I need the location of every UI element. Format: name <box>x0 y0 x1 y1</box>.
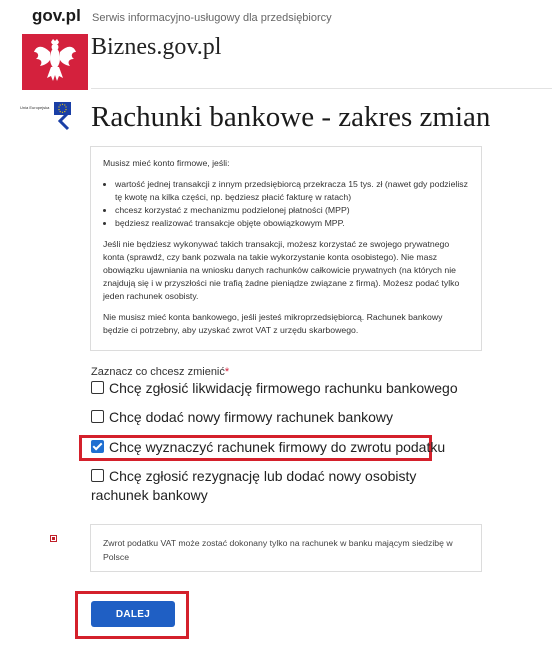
page-title: Rachunki bankowe - zakres zmian <box>91 101 491 133</box>
header-divider <box>91 88 552 89</box>
vat-note-box <box>90 524 482 572</box>
next-button[interactable]: DALEJ <box>91 601 175 627</box>
back-chevron-icon[interactable] <box>56 111 70 136</box>
option-close-business-account[interactable] <box>91 379 458 398</box>
info-box <box>90 146 482 351</box>
option-label: Chcę zgłosić likwidację firmowego rachunku bankowego <box>109 380 458 396</box>
site-tagline: Serwis informacyjno-usługowy dla przedsiębiorcy <box>92 12 332 24</box>
eu-label: Unia Europejska <box>20 105 50 110</box>
checkbox-close-business-account[interactable] <box>91 381 104 394</box>
option-add-business-account[interactable] <box>91 408 393 427</box>
group-label-text: Zaznacz co chcesz zmienić <box>91 366 225 378</box>
info-bullet: • będziesz realizować transakcje objęte obowiązkowym MPP. <box>115 217 469 230</box>
info-intro: Musisz mieć konto firmowe, jeśli: <box>103 158 230 168</box>
checkbox-add-business-account[interactable] <box>91 410 104 423</box>
govpl-logo[interactable]: gov.pl <box>32 6 81 25</box>
option-label: Chcę dodać nowy firmowy rachunek bankowy <box>109 409 394 425</box>
info-bullet: • chcesz korzystać z mechanizmu podzielonej płatności (MPP) <box>115 204 469 217</box>
polish-eagle-emblem-icon <box>22 34 88 90</box>
option-personal-account[interactable] <box>91 467 451 505</box>
brand-name[interactable]: Biznes.gov.pl <box>91 34 222 60</box>
checkbox-personal-account[interactable] <box>91 469 104 482</box>
option-label: Chcę zgłosić rezygnację lub dodać nowy osobisty rachunek bankowy <box>91 468 417 503</box>
info-paragraph: Nie musisz mieć konta bankowego, jeśli jesteś mikroprzedsiębiorcą. Rachunek bankowy będzie ci potrzebny, aby uzyskać zwrot VAT z urzędu skarbowego. <box>103 312 443 335</box>
required-asterisk: * <box>224 366 230 378</box>
marker-icon <box>50 535 57 542</box>
info-paragraph: Jeśli nie będziesz wykonywać takich transakcji, możesz korzystać ze swojego prywatnego konta (sprawdź, czy bank pozwala na takie wykorzystanie konta osobistego). Nie masz obowiązku ujawniania na wniosku danych rachunków całkowicie prywatnych (na których nie znajdują się i w przyszłości nie trafią żadne pieniądze związane z firmą). Możesz podać tylko jeden rachunek osobisty. <box>103 239 460 301</box>
change-group-label <box>91 366 229 378</box>
option-tax-refund-account[interactable] <box>91 438 445 457</box>
option-label: Chcę wyznaczyć rachunek firmowy do zwrotu podatku <box>109 439 446 455</box>
checkbox-tax-refund-account[interactable] <box>91 440 104 453</box>
vat-note-text: Zwrot podatku VAT może zostać dokonany tylko na rachunek w banku mającym siedzibę w Polsce <box>103 538 453 562</box>
info-bullet-list <box>103 178 469 230</box>
info-bullet: • wartość jednej transakcji z innym przedsiębiorcą przekracza 15 tys. zł (nawet gdy podzielisz tę kwotę na kilka części, np. będziesz płacić fakturę w ratach) <box>115 178 469 204</box>
